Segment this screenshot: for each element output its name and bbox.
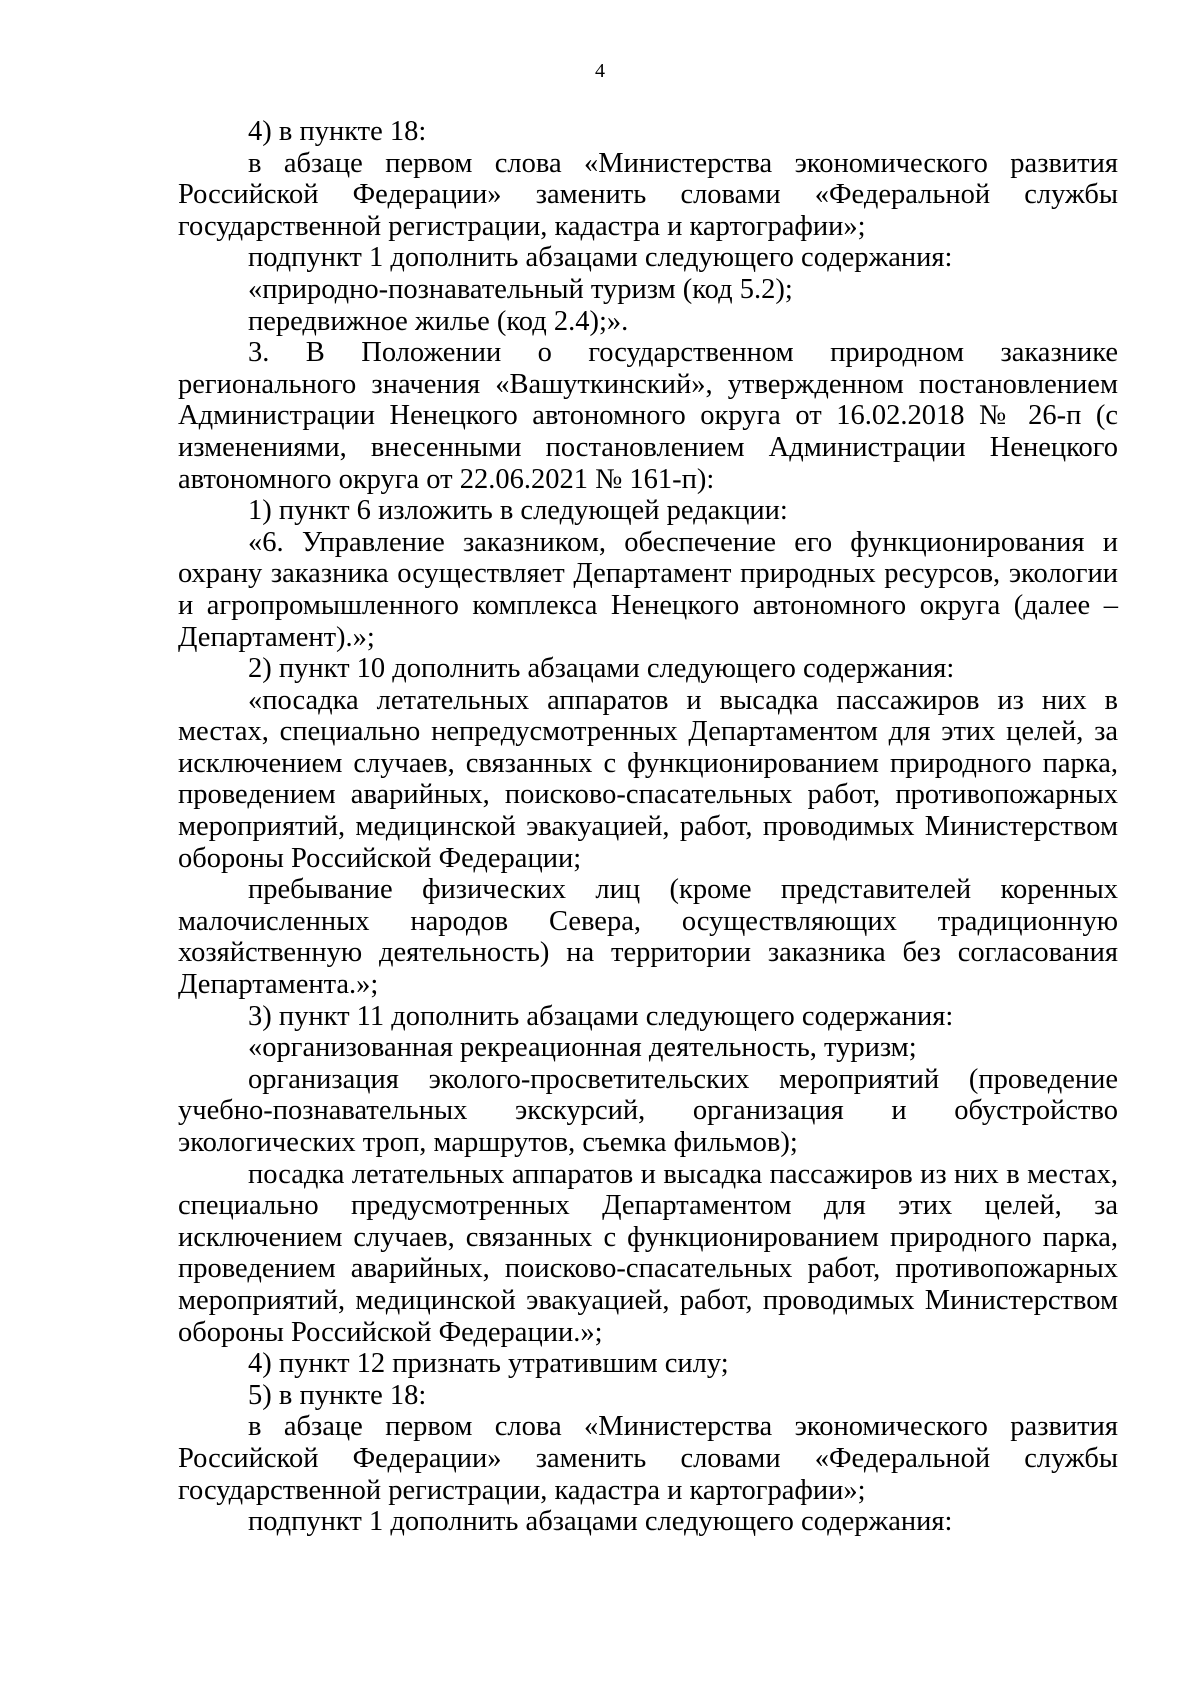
- paragraph-section-3-intro: 3. В Положении о государственном природном заказнике регионального значения «Вашуткинский», утвержденном постановлением Администрации Ненецкого автономного округа от 16.02.2018 № 26-п (с изменениями, внесенными постановлением Администрации Ненецкого автономного округа от 22.06.2021 № 161-п):: [178, 337, 1118, 495]
- paragraph-replace-ministry-2: в абзаце первом слова «Министерства экономического развития Российской Федерации» заменить словами «Федеральной службы государственной регистрации, кадастра и картографии»;: [178, 1411, 1118, 1506]
- paragraph-point-11-add: 3) пункт 11 дополнить абзацами следующего содержания:: [248, 1000, 954, 1032]
- paragraph-aircraft-landing-allowed: посадка летательных аппаратов и высадка пассажиров из них в местах, специально предусмотренных Департаментом для этих целей, за исключением случаев, связанных с функционированием природного парка, проведением аварийных, поисково-спасательных работ, противопожарных мероприятий, медицинской эвакуацией, работ, проводимых Министерством обороны Российской Федерации.»;: [178, 1158, 1118, 1348]
- paragraph-point-18: 5) в пункте 18:: [248, 1379, 427, 1411]
- page-number: 4: [595, 60, 605, 82]
- paragraph-amend-point-18: 4) в пункте 18:: [248, 116, 427, 147]
- paragraph-stay-of-persons: пребывание физических лиц (кроме представителей коренных малочисленных народов Севера, осуществляющих традиционную хозяйственную деятельность) на территории заказника без согласования Департамента.»;: [178, 874, 1118, 1001]
- paragraph-subpoint-1-add: подпункт 1 дополнить абзацами следующего содержания:: [248, 242, 953, 274]
- paragraph-point-6-edit: 1) пункт 6 изложить в следующей редакции:: [248, 495, 788, 527]
- paragraph-aircraft-landing-prohibited: «посадка летательных аппаратов и высадка пассажиров из них в местах, специально непредусмотренных Департаментом для этих целей, за исключением случаев, связанных с функционированием природного парка, проведением аварийных, поисково-спасательных работ, противопожарных мероприятий, медицинской эвакуацией, работ, проводимых Министерством обороны Российской Федерации;: [178, 684, 1118, 874]
- paragraph-eco-education: организация эколого-просветительских мероприятий (проведение учебно-познавательных экскурсий, организация и обустройство экологических троп, маршрутов, съемка фильмов);: [178, 1063, 1118, 1158]
- paragraph-replace-ministry: в абзаце первом слова «Министерства экономического развития Российской Федерации» заменить словами «Федеральной службы государственной регистрации, кадастра и картографии»;: [178, 147, 1118, 242]
- paragraph-nature-tourism: «природно-познавательный туризм (код 5.2);: [248, 273, 793, 305]
- paragraph-point-10-add: 2) пункт 10 дополнить абзацами следующего содержания:: [248, 653, 955, 685]
- document-body: [178, 116, 1118, 1538]
- paragraph-point-6-text: «6. Управление заказником, обеспечение его функционирования и охрану заказника осуществляет Департамент природных ресурсов, экологии и агропромышленного комплекса Ненецкого автономного округа (далее – Департамент).»;: [178, 526, 1118, 653]
- paragraph-organized-recreation: «организованная рекреационная деятельность, туризм;: [248, 1032, 917, 1064]
- paragraph-subpoint-1-add-2: подпункт 1 дополнить абзацами следующего содержания:: [248, 1506, 953, 1538]
- paragraph-point-12-void: 4) пункт 12 признать утратившим силу;: [248, 1348, 729, 1380]
- paragraph-mobile-housing: передвижное жилье (код 2.4);».: [248, 305, 629, 337]
